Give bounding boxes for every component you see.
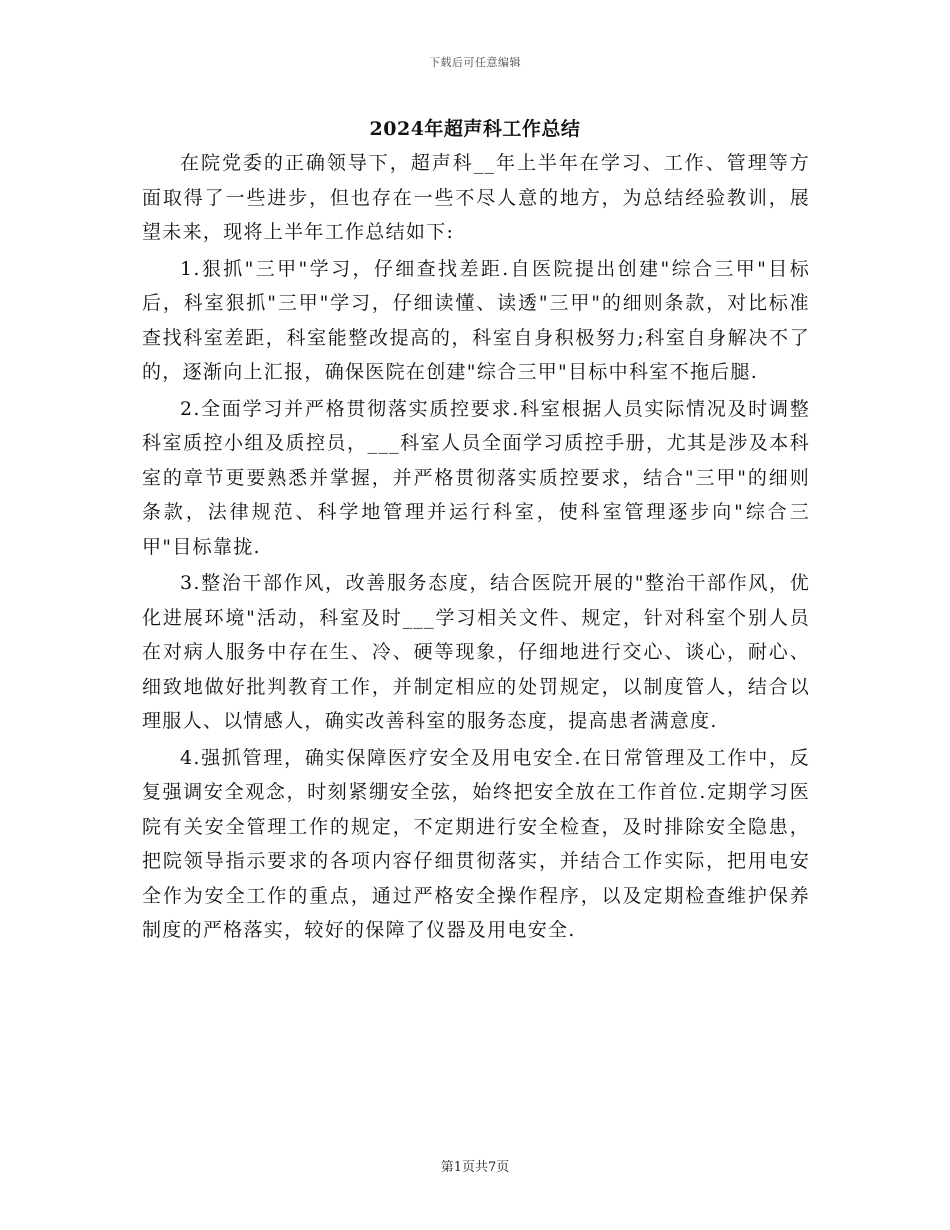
paragraph-intro: 在院党委的正确领导下，超声科__年上半年在学习、工作、管理等方面取得了一些进步，但也存在一些不尽人意的地方，为总结经验教训，展望未来，现将上半年工作总结如下: [142,152,810,243]
paragraph-4: 4.强抓管理，确实保障医疗安全及用电安全.在日常管理及工作中，反复强调安全观念，时刻紧绷安全弦，始终把安全放在工作首位.定期学习医院有关安全管理工作的规定，不定期进行安全检查，及时排除安全隐患，把院领导指示要求的各项内容仔细贯彻落实，并结合工作实际，把用电安全作为安全工作的重点，通过严格安全操作程序，以及定期检查维护保养制度的严格落实，较好的保障了仪器及用电安全. [142,746,810,941]
document-body [142,146,810,950]
header-note: 下载后可任意编辑 [429,56,521,69]
paragraph-2: 2.全面学习并严格贯彻落实质控要求.科室根据人员实际情况及时调整科室质控小组及质控员，___科室人员全面学习质控手册，尤其是涉及本科室的章节更要熟悉并掌握，并严格贯彻落实质控要求，结合"三甲"的细则条款，法律规范、科学地管理并运行科室，使科室管理逐步向"综合三甲"目标靠拢. [142,397,810,558]
document-title: 2024年超声科工作总结 [369,118,581,140]
paragraph-3: 3.整治干部作风，改善服务态度，结合医院开展的"整治干部作风，优化进展环境"活动，科室及时___学习相关文件、规定，针对科室个别人员在对病人服务中存在生、冷、硬等现象，仔细地进行交心、谈心，耐心、细致地做好批判教育工作，并制定相应的处罚规定，以制度管人，结合以理服人、以情感人，确实改善科室的服务态度，提高患者满意度. [142,572,810,732]
page-footer: 第1页共7页 [440,1160,510,1175]
paragraph-1: 1.狠抓"三甲"学习，仔细查找差距.自医院提出创建"综合三甲"目标后，科室狠抓"三甲"学习，仔细读懂、读透"三甲"的细则条款，对比标准查找科室差距，科室能整改提高的，科室自身积极努力;科室自身解决不了的，逐渐向上汇报，确保医院在创建"综合三甲"目标中科室不拖后腿. [142,257,810,383]
